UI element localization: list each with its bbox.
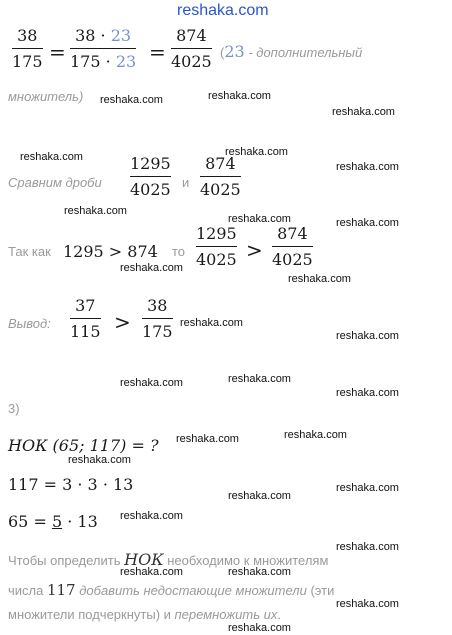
fraction-1295-4025-b: 1295 4025 (196, 224, 237, 269)
fraction-38-175-b: 38 175 (142, 296, 173, 341)
watermark: reshaka.com (336, 217, 399, 229)
watermark: reshaka.com (288, 273, 351, 285)
equals-sign: = (49, 40, 66, 64)
watermark: reshaka.com (20, 151, 83, 163)
then-word: то (172, 244, 186, 259)
watermark: reshaka.com (64, 205, 127, 217)
multiplier-note: (23 - дополнительный (220, 42, 363, 61)
watermark: reshaka.com (176, 433, 239, 445)
explanation-line2: числа 117 добавить недостающие множители (эти (8, 581, 335, 599)
fraction-874-4025-b: 874 4025 (200, 154, 241, 199)
and-word: и (182, 175, 190, 190)
factor-65: 65 = 5 · 13 (8, 512, 98, 531)
fraction-expanded: 38 · 23 175 · 23 (70, 26, 137, 71)
equals-sign-2: = (149, 40, 166, 64)
since-label: Так как (8, 244, 51, 259)
watermark: reshaka.com (336, 598, 399, 610)
watermark: reshaka.com (120, 510, 183, 522)
fraction-1295-4025: 1295 4025 (130, 154, 171, 199)
watermark: reshaka.com (336, 330, 399, 342)
explanation-line3: множители подчеркнуты) и перемножить их. (8, 607, 282, 622)
watermark: reshaka.com (120, 377, 183, 389)
watermark: reshaka.com (228, 373, 291, 385)
watermark: reshaka.com (228, 566, 291, 578)
since-expr: 1295 > 874 (63, 242, 158, 261)
fraction-874-4025: 874 4025 (171, 26, 212, 71)
watermark: reshaka.com (228, 490, 291, 502)
multiplier-note-cont: множитель) (8, 89, 84, 104)
fraction-874-4025-c: 874 4025 (272, 224, 313, 269)
watermark: reshaka.com (284, 429, 347, 441)
watermark: reshaka.com (180, 317, 243, 329)
watermark: reshaka.com (336, 161, 399, 173)
watermark: reshaka.com (336, 387, 399, 399)
fraction-38-175: 38 175 (12, 26, 43, 71)
watermark-top: reshaka.com (177, 2, 269, 19)
watermark: reshaka.com (332, 106, 395, 118)
watermark: reshaka.com (228, 213, 291, 225)
watermark: reshaka.com (336, 482, 399, 494)
watermark: reshaka.com (228, 622, 291, 634)
watermark: reshaka.com (120, 262, 183, 274)
watermark: reshaka.com (120, 566, 183, 578)
watermark: reshaka.com (208, 90, 271, 102)
part3-label: 3) (8, 401, 20, 416)
watermark: reshaka.com (68, 454, 131, 466)
watermark: reshaka.com (336, 541, 399, 553)
explanation-line1: Чтобы определить НОК необходимо к множителям (8, 550, 329, 569)
greater-sign: > (246, 238, 263, 262)
greater-sign-2: > (114, 310, 131, 334)
lcm-question: НОК (65; 117) = ? (8, 436, 159, 455)
watermark: reshaka.com (225, 146, 288, 158)
factor-117: 117 = 3 · 3 · 13 (8, 475, 134, 494)
fraction-37-115: 37 115 (70, 296, 101, 341)
compare-label: Сравним дроби (8, 175, 102, 190)
watermark: reshaka.com (100, 94, 163, 106)
conclusion-label: Вывод: (8, 316, 51, 331)
